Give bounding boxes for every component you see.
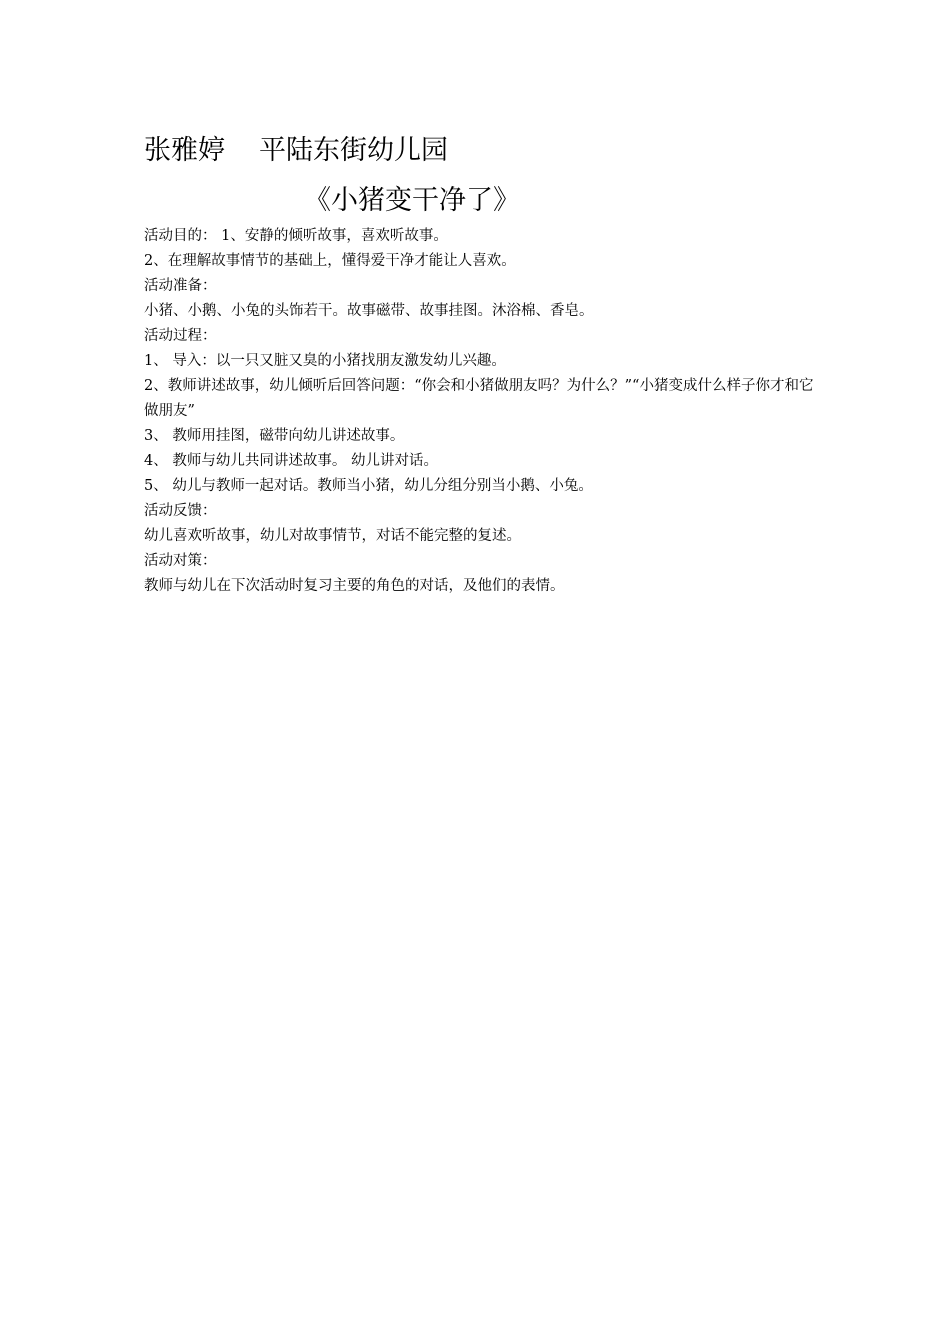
activity-goal-line: 活动目的： 1、安静的倾听故事，喜欢听故事。 [144,228,448,244]
school-name: 平陆东街幼儿园 [259,135,448,166]
strategy-text: 教师与幼儿在下次活动时复习主要的角色的对话，及他们的表情。 [144,578,565,594]
document-body [144,224,814,599]
author-name: 张雅婷 [144,135,225,166]
process-step-2: 2、教师讲述故事，幼儿倾听后回答问题：“你会和小猪做朋友吗？为什么？”“小猪变成什么样子你才和它做朋友” [144,378,814,419]
author-line [144,133,448,169]
preparation-text: 小猪、小鹅、小兔的头饰若干。故事磁带、故事挂图。沐浴棉、香皂。 [144,303,594,319]
process-step-1: 1、 导入：以一只又脏又臭的小猪找朋友激发幼儿兴趣。 [144,353,506,369]
activity-goal-line-2: 2、在理解故事情节的基础上，懂得爱干净才能让人喜欢。 [144,253,516,269]
process-step-3: 3、 教师用挂图，磁带向幼儿讲述故事。 [144,428,405,444]
strategy-heading: 活动对策： [144,553,217,569]
preparation-heading: 活动准备： [144,278,217,294]
document-title: 《小猪变干净了》 [304,185,520,216]
feedback-heading: 活动反馈： [144,503,217,519]
process-step-5: 5、 幼儿与教师一起对话。教师当小猪，幼儿分组分别当小鹅、小兔。 [144,478,593,494]
feedback-text: 幼儿喜欢听故事，幼儿对故事情节，对话不能完整的复述。 [144,528,521,544]
process-heading: 活动过程： [144,328,217,344]
process-step-4: 4、 教师与幼儿共同讲述故事。 幼儿讲对话。 [144,453,438,469]
